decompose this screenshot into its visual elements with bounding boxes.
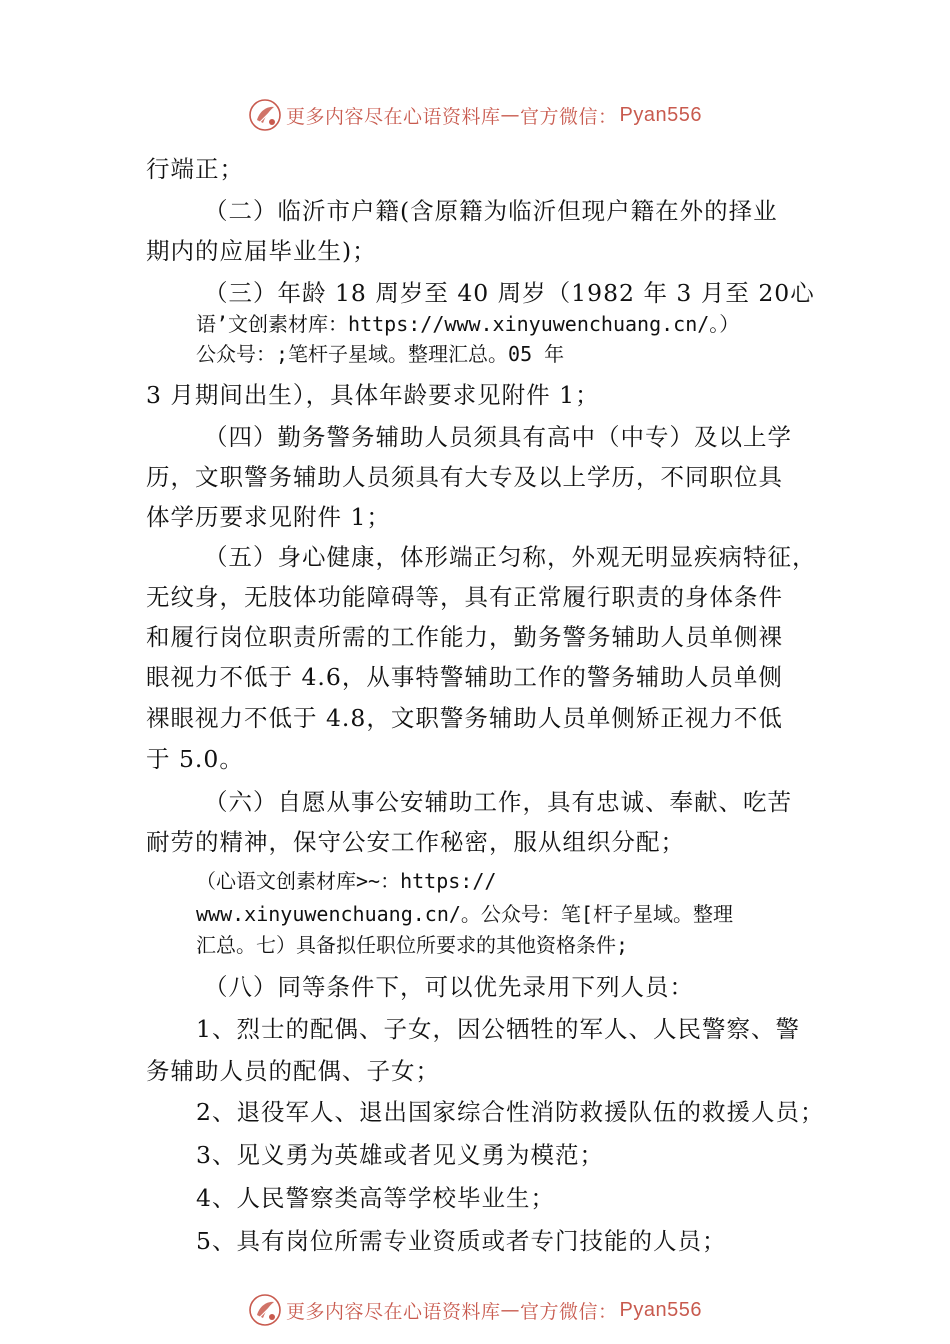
text-line: （心语文创素材库>~：https://	[196, 869, 497, 893]
text-line: 务辅助人员的配偶、子女；	[146, 1057, 440, 1085]
scroll-logo-icon	[248, 1293, 282, 1327]
text-line: 耐劳的精神，保守公安工作秘密，服从组织分配；	[146, 828, 685, 856]
watermark-contact-label: 官方微信：	[520, 105, 618, 128]
text-line: （八）同等条件下，可以优先录用下列人员：	[204, 973, 694, 1001]
text-line: 期内的应届毕业生)；	[146, 237, 377, 265]
watermark-contact-label: 官方微信：	[520, 1300, 618, 1323]
text-line: 汇总。七）具备拟任职位所要求的其他资格条件;	[196, 933, 629, 957]
watermark-text: 更多内容尽在心语资料库	[286, 105, 501, 128]
text-line: 体学历要求见附件 1；	[146, 503, 391, 531]
text-line: 于 5.0。	[146, 745, 244, 773]
watermark-separator: —	[500, 1299, 521, 1321]
text-line: 5、具有岗位所需专业资质或者专门技能的人员；	[196, 1227, 727, 1255]
watermark-separator: —	[500, 104, 521, 126]
text-line: （五）身心健康，体形端正匀称，外观无明显疾病特征，	[204, 543, 817, 571]
text-line: www.xinyuwenchuang.cn/。公众号：笔[杆子星域。整理	[196, 902, 733, 926]
text-line: 1、烈士的配偶、子女，因公牺牲的军人、人民警察、警	[196, 1015, 800, 1043]
watermark-contact-id: Pyan556	[619, 1298, 702, 1321]
text-line: 4、人民警察类高等学校毕业生；	[196, 1184, 555, 1212]
watermark-text: 更多内容尽在心语资料库	[286, 1300, 501, 1323]
text-line: 和履行岗位职责所需的工作能力，勤务警务辅助人员单侧裸	[146, 623, 783, 651]
text-line: （二）临沂市户籍(含原籍为临沂但现户籍在外的择业	[204, 197, 778, 225]
text-line: （六）自愿从事公安辅助工作，具有忠诚、奉献、吃苦	[204, 788, 792, 816]
text-line: 2、退役军人、退出国家综合性消防救援队伍的救援人员；	[196, 1098, 825, 1126]
text-line: 眼视力不低于 4.6，从事特警辅助工作的警务辅助人员单侧	[146, 663, 783, 691]
text-line: 语’文创素材库：https://www.xinyuwenchuang.cn/。）	[196, 312, 740, 336]
text-line: 3 月期间出生），具体年龄要求见附件 1；	[146, 381, 600, 409]
text-line: 公众号：;笔杆子星域。整理汇总。05 年	[196, 342, 565, 366]
text-line: 历，文职警务辅助人员须具有大专及以上学历，不同职位具	[146, 463, 783, 491]
text-line: 3、见义勇为英雄或者见义勇为模范；	[196, 1141, 604, 1169]
scroll-logo-icon	[248, 98, 282, 132]
text-line: 无纹身，无肢体功能障碍等，具有正常履行职责的身体条件	[146, 583, 783, 611]
footer-watermark	[0, 1290, 950, 1330]
watermark-contact-id: Pyan556	[619, 103, 702, 126]
text-line: 行端正；	[146, 155, 244, 183]
header-watermark	[0, 95, 950, 135]
text-line: （三）年龄 18 周岁至 40 周岁（1982 年 3 月至 20心	[204, 279, 815, 307]
text-line: （四）勤务警务辅助人员须具有高中（中专）及以上学	[204, 423, 792, 451]
text-line: 裸眼视力不低于 4.8，文职警务辅助人员单侧矫正视力不低	[146, 704, 783, 732]
